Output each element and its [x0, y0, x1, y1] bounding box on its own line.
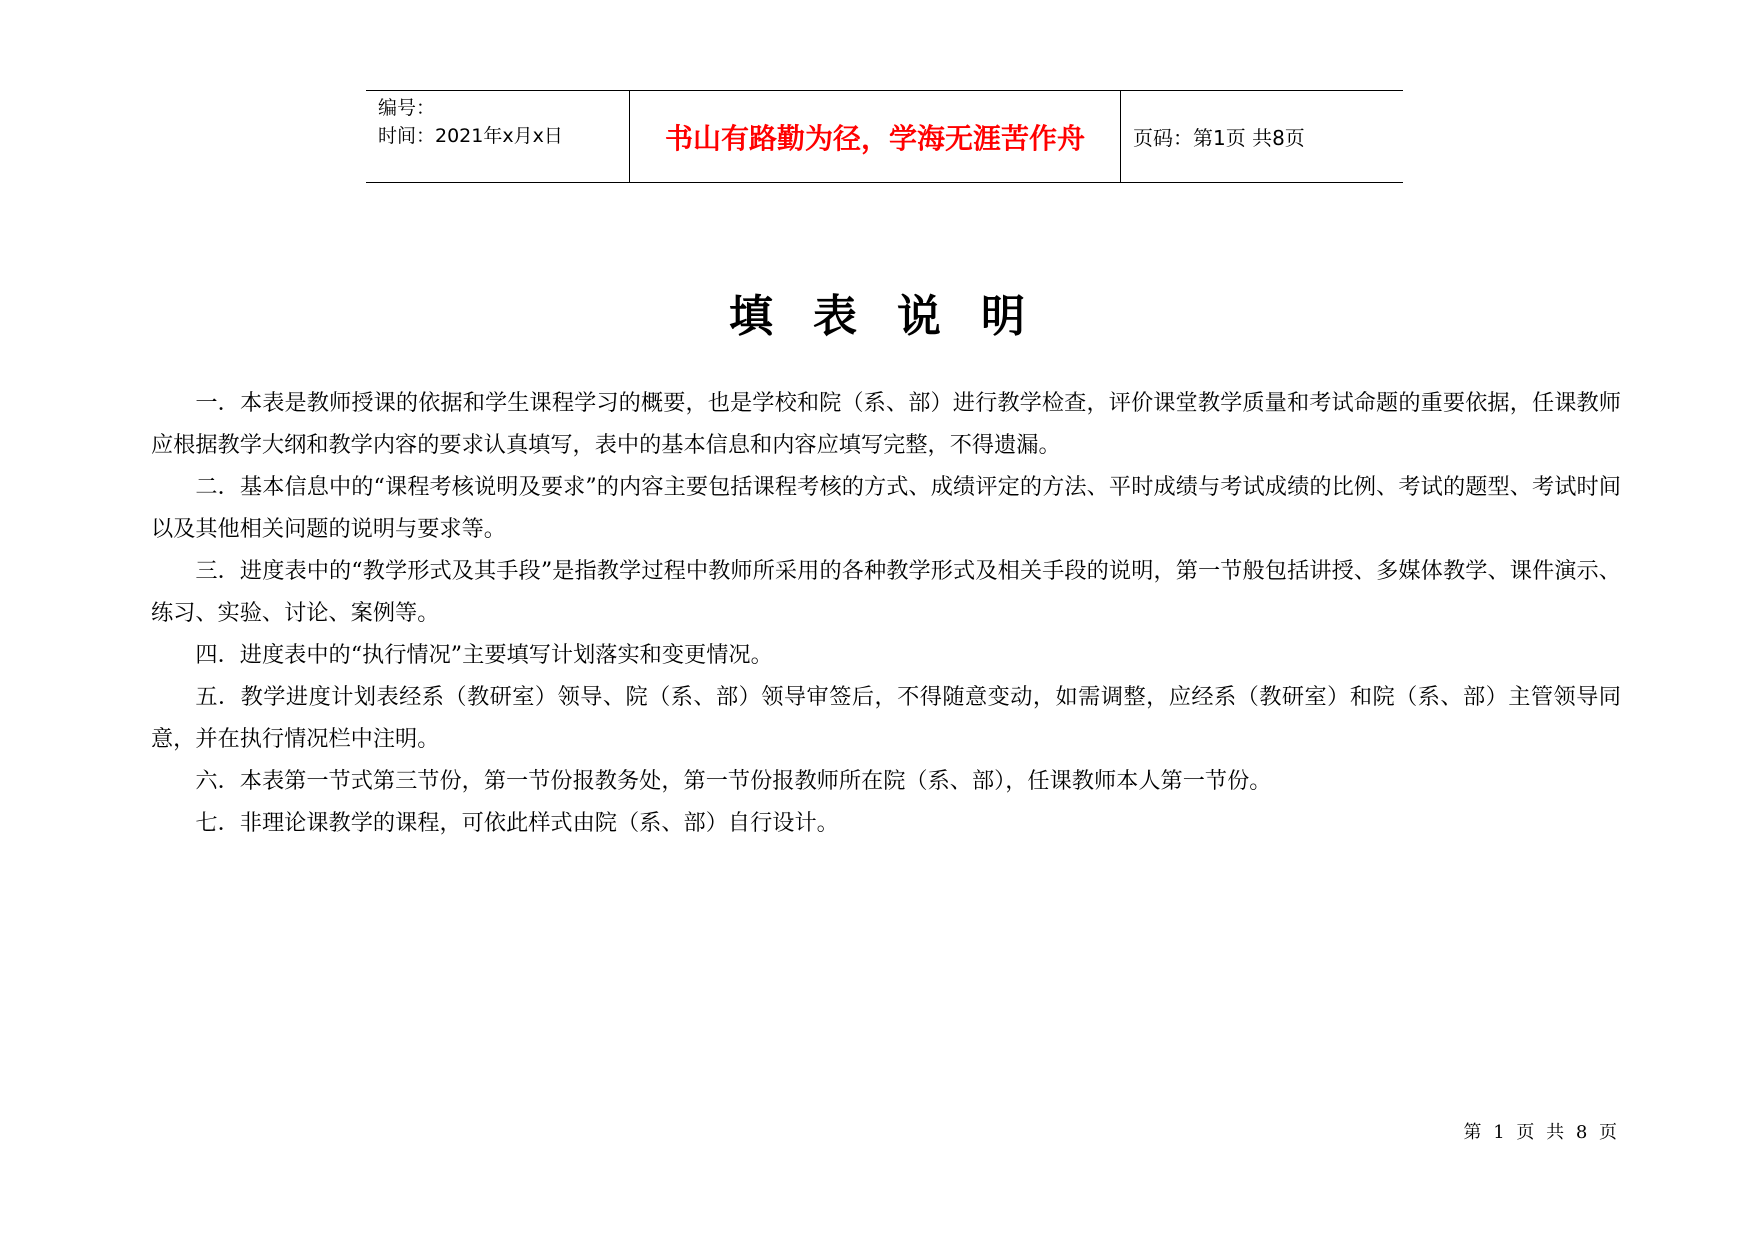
page-info-cell [1121, 91, 1403, 182]
instruction-paragraph-3: 三．进度表中的“教学形式及其手段”是指教学过程中教师所采用的各种教学形式及相关手段的说明，第一节般包括讲授、多媒体教学、课件演示、练习、实验、讨论、案例等。 [151, 558, 1621, 626]
instruction-paragraph-5: 五．教学进度计划表经系（教研室）领导、院（系、部）领导审签后，不得随意变动，如需调整，应经系（教研室）和院（系、部）主管领导同意，并在执行情况栏中注明。 [151, 684, 1621, 752]
motto-text: 书山有路勤为径，学海无涯苦作舟 [664, 121, 1085, 155]
instruction-paragraph-2: 二．基本信息中的“课程考核说明及要求”的内容主要包括课程考核的方式、成绩评定的方法、平时成绩与考试成绩的比例、考试的题型、考试时间以及其他相关问题的说明与要求等。 [151, 474, 1621, 542]
instruction-paragraph-1: 一．本表是教师授课的依据和学生课程学习的概要，也是学校和院（系、部）进行教学检查，评价课堂教学质量和考试命题的重要依据，任课教师应根据教学大纲和教学内容的要求认真填写，表中的基本信息和内容应填写完整，不得遗漏。 [151, 390, 1621, 458]
header-table [366, 90, 1403, 183]
time-label: 时间：2021年x月x日 [378, 125, 563, 147]
page-footer: 第 1 页 共 8 页 [1463, 1122, 1620, 1143]
instruction-paragraph-6: 六．本表第一节式第三节份，第一节份报教务处，第一节份报教师所在院（系、部），任课教师本人第一节份。 [195, 768, 1272, 794]
motto-cell [630, 91, 1121, 182]
header-meta-cell [366, 91, 630, 182]
page-title: 填表说明 [729, 291, 1065, 342]
instruction-paragraph-4: 四．进度表中的“执行情况”主要填写计划落实和变更情况。 [195, 642, 773, 668]
page-info-text: 页码：第1页 共8页 [1133, 126, 1305, 150]
instructions-body [151, 382, 1621, 844]
serial-label: 编号： [378, 97, 436, 119]
instruction-paragraph-7: 七．非理论课教学的课程，可依此样式由院（系、部）自行设计。 [195, 810, 839, 836]
